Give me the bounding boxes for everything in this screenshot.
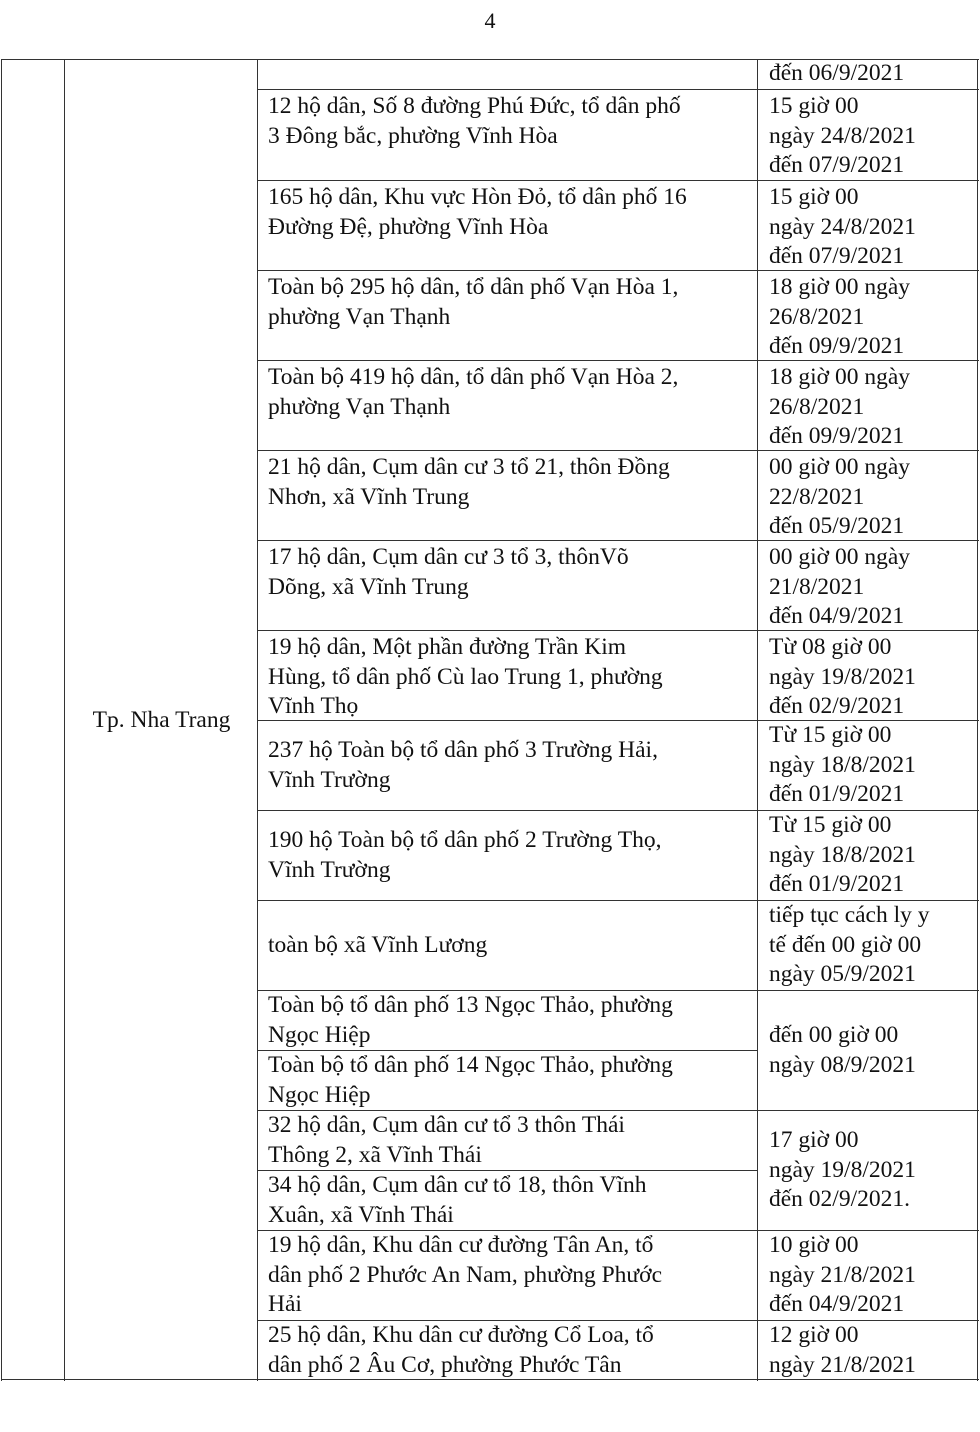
page-number: 4 [484, 8, 496, 33]
table-cell-location [258, 180, 758, 270]
location-text: 17 hộ dân, Cụm dân cư 3 tổ 3, thônVõ Dõng, xã Vĩnh Trung [268, 544, 629, 600]
table-cell-location [258, 540, 758, 630]
table-cell-time [758, 360, 979, 450]
table-bottom-border [1, 1379, 979, 1380]
location-text: 19 hộ dân, Khu dân cư đường Tân An, tổ dân phố 2 Phước An Nam, phường Phước Hải [268, 1232, 663, 1317]
location-text: 25 hộ dân, Khu dân cư đường Cổ Loa, tổ dân phố 2 Âu Cơ, phường Phước Tân [268, 1322, 654, 1378]
table-cell-time [758, 180, 979, 270]
time-text: 18 giờ 00 ngày 26/8/2021 đến 09/9/2021 [769, 364, 911, 449]
table-cell-location [258, 630, 758, 720]
time-text: tiếp tục cách ly y tế đến 00 giờ 00 ngày 05/9/2021 [769, 902, 930, 987]
time-text: Từ 15 giờ 00 ngày 18/8/2021 đến 01/9/2021 [769, 812, 916, 897]
location-text: 190 hộ Toàn bộ tổ dân phố 2 Trường Thọ, Vĩnh Trường [268, 827, 662, 883]
table-cell-time [758, 89, 979, 180]
time-text: 17 giờ 00 ngày 19/8/2021 đến 02/9/2021. [769, 1127, 916, 1213]
location-text: Toàn bộ tổ dân phố 14 Ngọc Thảo, phường Ngọc Hiệp [268, 1052, 673, 1108]
time-text: 12 giờ 00 ngày 21/8/2021 [769, 1322, 916, 1378]
district-cell: Tp. Nha Trang [92, 706, 231, 733]
table-cell-location [258, 89, 758, 180]
location-text: Toàn bộ 295 hộ dân, tổ dân phố Vạn Hòa 1, phường Vạn Thạnh [268, 274, 679, 330]
table-cell-location [258, 270, 758, 360]
table-cell-time-merged [758, 1110, 979, 1230]
table-cell-location [258, 1050, 758, 1110]
table-cell-time [758, 540, 979, 630]
table-cell-time [758, 900, 979, 990]
location-text: 12 hộ dân, Số 8 đường Phú Đức, tổ dân phố 3 Đông bắc, phường Vĩnh Hòa [268, 93, 681, 149]
location-text: 237 hộ Toàn bộ tổ dân phố 3 Trường Hải, Vĩnh Trường [268, 737, 658, 793]
table-cell-location [258, 450, 758, 540]
location-text: Toàn bộ tổ dân phố 13 Ngọc Thảo, phường Ngọc Hiệp [268, 992, 673, 1048]
time-text: Từ 15 giờ 00 ngày 18/8/2021 đến 01/9/2021 [769, 722, 916, 807]
table-cell-time [758, 59, 979, 89]
time-text: 15 giờ 00 ngày 24/8/2021 đến 07/9/2021 [769, 184, 916, 269]
location-text: Toàn bộ 419 hộ dân, tổ dân phố Vạn Hòa 2, phường Vạn Thạnh [268, 364, 679, 420]
table-cell-time-merged [758, 990, 979, 1110]
table-cell-location [258, 1320, 758, 1381]
time-text: 15 giờ 00 ngày 24/8/2021 đến 07/9/2021 [769, 93, 916, 178]
location-text: 19 hộ dân, Một phần đường Trần Kim Hùng, tổ dân phố Cù lao Trung 1, phường Vĩnh Thọ [268, 634, 663, 719]
location-text: 34 hộ dân, Cụm dân cư tổ 18, thôn Vĩnh Xuân, xã Vĩnh Thái [268, 1172, 647, 1228]
column-divider [1, 59, 2, 1381]
time-text: 10 giờ 00 ngày 21/8/2021 đến 04/9/2021 [769, 1232, 916, 1317]
table-cell-location [258, 59, 758, 89]
time-text: 00 giờ 00 ngày 21/8/2021 đến 04/9/2021 [769, 544, 911, 629]
location-text: 32 hộ dân, Cụm dân cư tổ 3 thôn Thái Thông 2, xã Vĩnh Thái [268, 1112, 625, 1168]
location-text: 165 hộ dân, Khu vực Hòn Đỏ, tổ dân phố 16 Đường Đệ, phường Vĩnh Hòa [268, 184, 687, 240]
table-cell-time [758, 810, 979, 900]
time-text: đến 06/9/2021 [769, 60, 905, 86]
table-cell-location [258, 1110, 758, 1170]
time-text: Từ 08 giờ 00 ngày 19/8/2021 đến 02/9/2021 [769, 634, 916, 719]
time-text: 00 giờ 00 ngày 22/8/2021 đến 05/9/2021 [769, 454, 911, 539]
time-text: đến 00 giờ 00 ngày 08/9/2021 [769, 1022, 916, 1078]
time-text: 18 giờ 00 ngày 26/8/2021 đến 09/9/2021 [769, 274, 911, 359]
table-cell-location [258, 360, 758, 450]
quarantine-table [1, 59, 979, 1381]
table-cell-location [258, 1170, 758, 1230]
table-cell-time [758, 1320, 979, 1381]
location-text: toàn bộ xã Vĩnh Lương [268, 931, 488, 958]
table-cell-location [258, 810, 758, 900]
table-cell-location [258, 990, 758, 1050]
table-cell-time [758, 720, 979, 810]
table-cell-location [258, 720, 758, 810]
table-cell-time [758, 1230, 979, 1320]
table-cell-time [758, 450, 979, 540]
table-cell-location [258, 900, 758, 990]
table-cell-time [758, 270, 979, 360]
table-cell-time [758, 630, 979, 720]
location-text: 21 hộ dân, Cụm dân cư 3 tổ 21, thôn Đồng Nhơn, xã Vĩnh Trung [268, 454, 670, 510]
table-cell-location [258, 1230, 758, 1320]
